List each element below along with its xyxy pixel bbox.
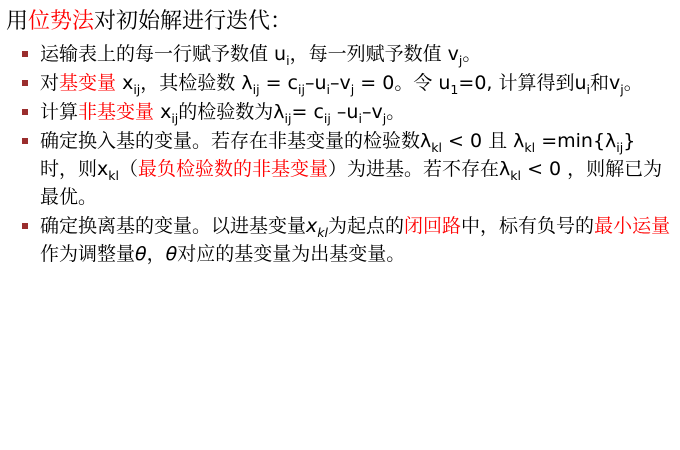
text-run: 作为调整量 — [40, 243, 136, 265]
text-run: ， — [146, 243, 166, 265]
text-run: i — [326, 81, 331, 97]
page-title — [0, 0, 680, 40]
text-run: kl — [108, 167, 119, 183]
title-part-3: 对初始解进行迭代： — [94, 9, 293, 34]
text-run: –u — [330, 101, 359, 123]
text-run: 运输表上的每一行赋予数值 u — [40, 43, 287, 65]
text-run: x — [116, 72, 134, 94]
text-run: （ — [119, 158, 139, 180]
list-item — [18, 69, 672, 97]
text-run: kl — [510, 167, 522, 183]
text-run: ij — [284, 110, 292, 126]
text-run: ，其检验数 λ — [140, 72, 253, 94]
text-run: 。 — [462, 43, 482, 65]
text-run: 中，标有负号的 — [461, 215, 595, 237]
list-item — [18, 212, 672, 268]
text-run: kl — [431, 139, 442, 155]
list-item — [18, 98, 672, 126]
text-run: 为起点的 — [328, 215, 405, 237]
text-run: 闭回路 — [404, 215, 462, 237]
text-run: < 0 且 λ — [442, 130, 525, 152]
text-run: = 0。令 u — [354, 72, 451, 94]
text-run: j — [350, 81, 355, 97]
text-run: kl — [524, 139, 536, 155]
text-run: x — [306, 215, 318, 237]
text-run: i — [286, 52, 290, 68]
text-run: = c — [291, 101, 324, 123]
text-run: 非基变量 — [78, 101, 155, 123]
text-run: θ — [165, 243, 178, 265]
text-run: –u — [304, 72, 327, 94]
text-run: i — [586, 81, 591, 97]
text-run: 。 — [623, 72, 643, 94]
text-run: –v — [361, 101, 383, 123]
bullet-list — [0, 40, 680, 268]
text-run: j — [620, 81, 624, 97]
text-run: –v — [330, 72, 351, 94]
text-run: 确定换离基的变量。以进基变量 — [40, 215, 307, 237]
text-run: 。 — [386, 101, 406, 123]
list-item — [18, 40, 672, 68]
text-run: j — [382, 110, 387, 126]
text-run: kl — [317, 224, 329, 240]
text-run: ，每一列赋予数值 v — [289, 43, 459, 65]
list-item — [18, 127, 672, 211]
text-run: =min{λ — [535, 130, 617, 152]
text-run: i — [358, 110, 362, 126]
text-run: 最负检验数的非基变量 — [138, 158, 329, 180]
text-run: ij — [298, 81, 305, 97]
text-run: < 0 ，则解已为最优。 — [40, 158, 663, 208]
text-run: 对应的基变量为出基变量。 — [177, 243, 406, 265]
text-run: θ — [135, 243, 147, 265]
text-run: ）为进基。若不存在λ — [328, 158, 511, 180]
text-run: 对 — [40, 72, 60, 94]
text-run: 和v — [590, 72, 621, 94]
text-run: ij — [616, 139, 624, 155]
text-run: 计算 — [40, 101, 79, 123]
title-part-highlight: 位势法 — [28, 9, 95, 34]
text-run: 确定换入基的变量。若存在非基变量的检验数λ — [40, 130, 432, 152]
text-run: 的检验数为λ — [178, 101, 285, 123]
text-run: }时，则x — [40, 130, 636, 180]
text-run: ij — [133, 81, 141, 97]
text-run: ij — [323, 110, 331, 126]
text-run: 基变量 — [59, 72, 117, 94]
title-part-1: 用 — [6, 9, 29, 34]
text-run: ij — [252, 81, 260, 97]
text-run: 1 — [450, 81, 459, 97]
text-run: ij — [171, 110, 179, 126]
text-run: =0, 计算得到u — [458, 72, 587, 94]
text-run: 最小运量 — [594, 215, 671, 237]
text-run: j — [458, 52, 463, 68]
text-run: = c — [259, 72, 299, 94]
text-run: x — [154, 101, 172, 123]
